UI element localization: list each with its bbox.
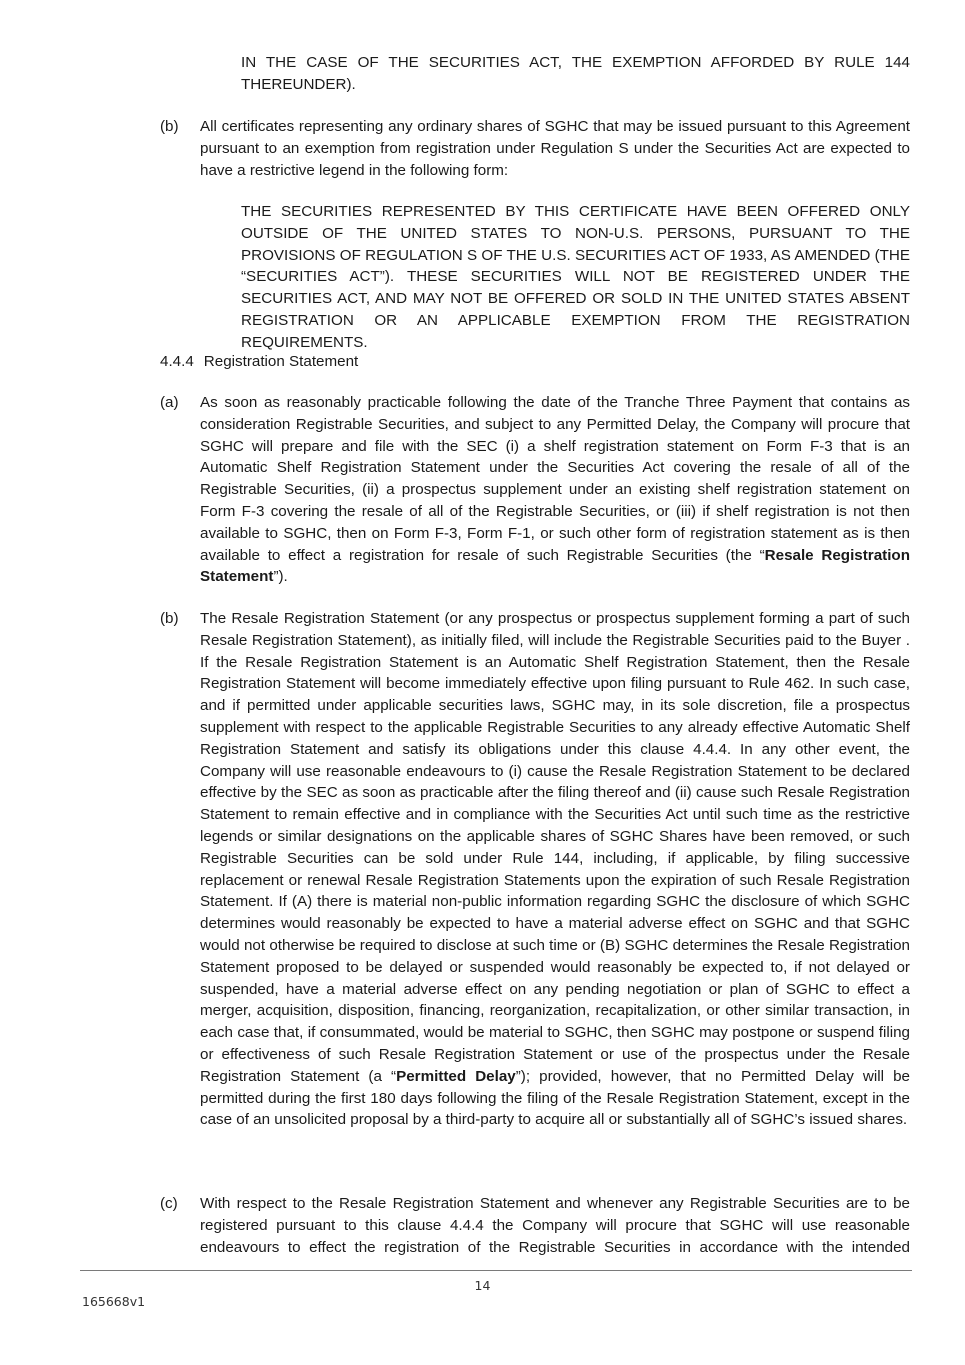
section-title: Registration Statement: [203, 353, 359, 370]
para-c-label: (c): [160, 1195, 178, 1212]
para-b2-text-after: ”); provided, however, that no Permitted Delay will be permitted during the first 180 days following the filing of the Resale Registration Statement, except in the case of an unsolicited proposal by a third-party to acquire all or substantially all of SGHC’s issued shares.: [200, 1067, 910, 1129]
para-b2-text: [200, 608, 910, 1131]
page-number: 14: [474, 1278, 491, 1293]
top-quote-text: IN THE CASE OF THE SECURITIES ACT, THE EXEMPTION AFFORDED BY RULE 144 THEREUNDER).: [241, 54, 910, 93]
defined-term-permitted-delay: Permitted Delay: [396, 1067, 516, 1085]
para-b2-label: (b): [160, 610, 179, 627]
legend-quote-text: THE SECURITIES REPRESENTED BY THIS CERTIFICATE HAVE BEEN OFFERED ONLY OUTSIDE OF THE UNITED STATES TO NON-U.S. PERSONS, PURSUANT TO THE PROVISIONS OF REGULATION S OF THE U.S. SECURITIES ACT OF 1933, AS AMENDED (THE “SECURITIES ACT”). THESE SECURITIES WILL NOT BE REGISTERED UNDER THE SECURITIES ACT, AND MAY NOT BE OFFERED OR SOLD IN THE UNITED STATES ABSENT REGISTRATION OR AN APPLICABLE EXEMPTION FROM THE REGISTRATION REQUIREMENTS.: [241, 203, 910, 351]
para-a-label: (a): [160, 394, 179, 411]
para-b1-label: (b): [160, 118, 179, 135]
para-a-text-after: ”).: [273, 568, 288, 586]
para-a-text-before: As soon as reasonably practicable following the date of the Tranche Three Payment that contains as consideration Registrable Securities, and subject to any Permitted Delay, the Company will procure that SGHC will prepare and file with the SEC (i) a shelf registration statement on Form F-3 that is an Automatic Shelf Registration Statement under the Securities Act covering the resale of all of the Registrable Securities, (ii) a prospectus supplement under an existing shelf registration statement on Form F-3 covering the resale of all of the Registrable Securities, or (iii) if shelf registration is not then available to SGHC, then on Form F-3, Form F-1, or such other form of registration statement as is then available to effect a registration for resale of such Registrable Securities (the “: [200, 394, 910, 564]
section-number: 4.4.4: [160, 353, 194, 370]
footer-divider: [80, 1270, 912, 1271]
defined-term-resale-registration-statement: Resale Registration Statement: [200, 546, 910, 586]
para-c-text: With respect to the Resale Registration Statement and whenever any Registrable Securities are to be registered pursuant to this clause 4.4.4 the Company will procure that SGHC will use reasonable endeavours to effect the registration of the Registrable Securities in accordance with the intended: [200, 1195, 910, 1256]
para-b2-text-before: The Resale Registration Statement (or any prospectus or prospectus supplement forming a part of such Resale Registration Statement), as initially filed, will include the Registrable Securities paid to the Buyer . If the Resale Registration Statement is an Automatic Shelf Registration Statement, then the Resale Registration Statement will become immediately effective upon filing pursuant to Rule 462. In such case, and if permitted under applicable securities laws, SGHC may, in its sole discretion, file a prospectus supplement with respect to the applicable Registrable Securities to any already effective Automatic Shelf Registration Statement and satisfy its obligations under this clause 4.4.4. In any other event, the Company will use reasonable endeavours to (i) cause the Resale Registration Statement to be declared effective by the SEC as soon as practicable after the filing thereof and (ii) cause such Resale Registration Statement to remain effective and in compliance with the Securities Act until such time as the restrictive legends or similar designations on the applicable shares of SGHC Shares have been removed, or such Registrable Securities can be sold under Rule 144, including, if applicable, by filing successive replacement or renewal Resale Registration Statements upon the expiration of such Resale Registration Statement. If (A) there is material non-public information regarding SGHC the disclosure of which SGHC determines would reasonably be expected to have a material adverse effect on SGHC and that SGHC would not otherwise be required to disclose at such time or (B) SGHC determines the Resale Registration Statement proposed to be delayed or suspended would reasonably be expected to, if not delayed or suspended, have a material adverse effect on any pending negotiation or plan of SGHC to effect a merger, acquisition, disposition, financing, reorganization, recapitalization, or other similar transaction, in each case that, if consummated, would be material to SGHC, then SGHC may postpone or suspend filing or effectiveness of such Resale Registration Statement or use of the prospectus under the Resale Registration Statement (a “: [200, 610, 910, 1085]
para-a-text: [200, 392, 910, 588]
section-heading: [160, 351, 358, 373]
para-b1-text: All certificates representing any ordinary shares of SGHC that may be issued pursuant to this Agreement pursuant to an exemption from registration under Regulation S under the Securities Act are expected to have a restrictive legend in the following form:: [200, 118, 910, 179]
document-id: 165668v1: [82, 1294, 146, 1309]
